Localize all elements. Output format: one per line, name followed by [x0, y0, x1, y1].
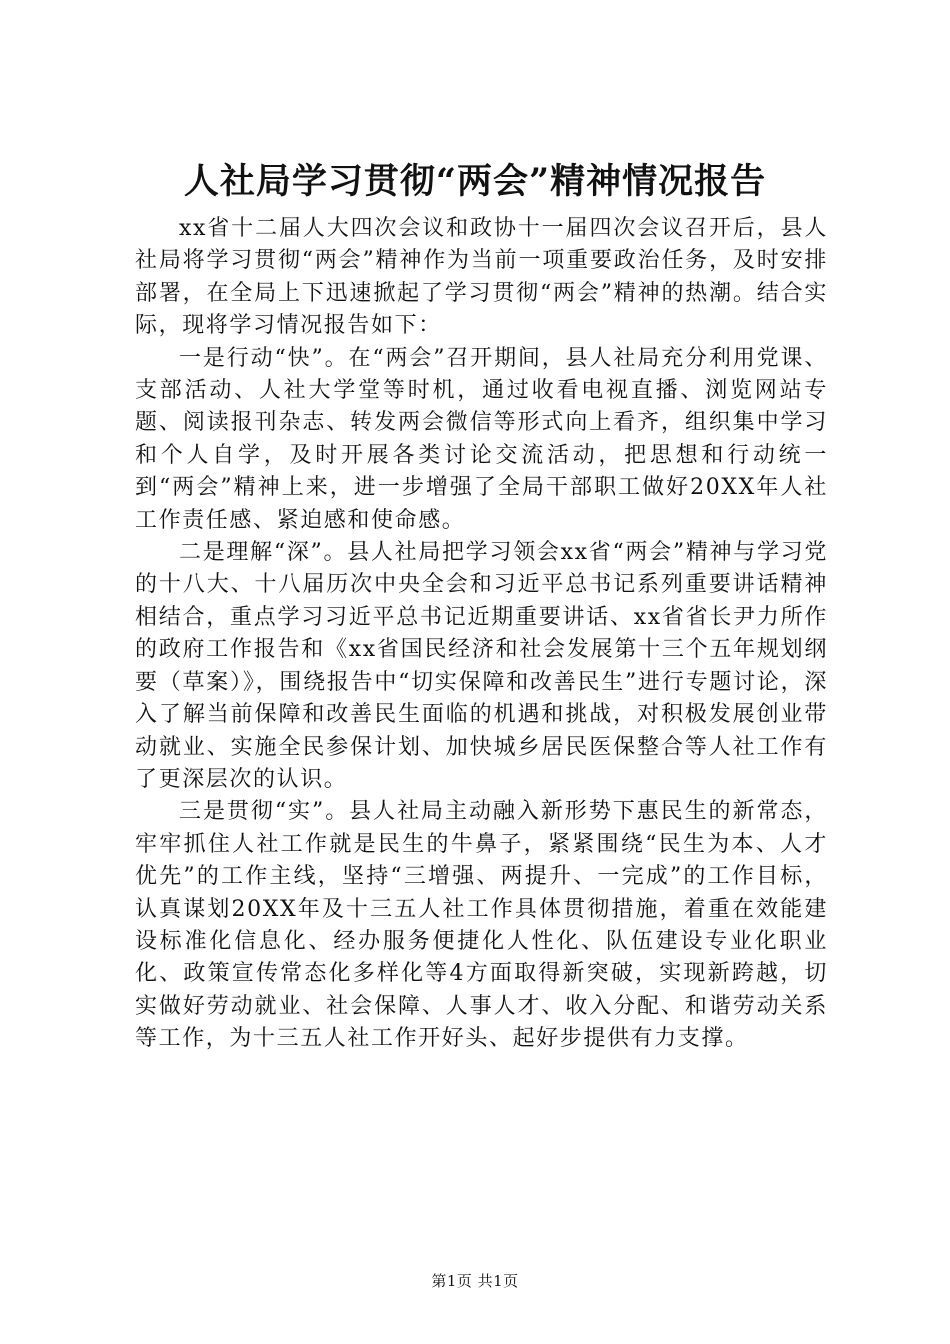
paragraph-point-one: 一是行动“快”。在“两会”召开期间，县人社局充分利用党课、支部活动、人社大学堂等时机，通过收看电视直播、浏览网站专题、阅读报刊杂志、转发两会微信等形式向上看齐，组织集中学习和个人自学，及时开展各类讨论交流活动，把思想和行动统一到“两会”精神上来，进一步增强了全局干部职工做好20XX年人社工作责任感、紧迫感和使命感。 [135, 345, 828, 533]
page-number-footer: 第1页 共1页 [431, 1272, 519, 1290]
paragraph-point-two: 二是理解“深”。县人社局把学习领会xx省“两会”精神与学习党的十八大、十八届历次中央全会和习近平总书记系列重要讲话精神相结合，重点学习习近平总书记近期重要讲话、xx省省长尹力所作的政府工作报告和《xx省国民经济和社会发展第十三个五年规划纲要（草案）》，围绕报告中“切实保障和改善民生”进行专题讨论，深入了解当前保障和改善民生面临的机遇和挑战，对积极发展创业带动就业、实施全民参保计划、加快城乡居民医保整合等人社工作有了更深层次的认识。 [135, 540, 828, 792]
paragraph-point-three: 三是贯彻“实”。县人社局主动融入新形势下惠民生的新常态，牢牢抓住人社工作就是民生的牛鼻子，紧紧围绕“民生为本、人才优先”的工作主线，坚持“三增强、两提升、一完成”的工作目标，认真谋划20XX年及十三五人社工作具体贯彻措施，着重在效能建设标准化信息化、经办服务便捷化人性化、队伍建设专业化职业化、政策宣传常态化多样化等4方面取得新突破，实现新跨越，切实做好劳动就业、社会保障、人事人才、收入分配、和谐劳动关系等工作，为十三五人社工作开好头、起好步提供有力支撑。 [135, 799, 828, 1052]
document-title: 人社局学习贯彻“两会”精神情况报告 [183, 161, 767, 202]
document-body [135, 213, 828, 1056]
paragraph-intro: xx省十二届人大四次会议和政协十一届四次会议召开后，县人社局将学习贯彻“两会”精神作为当前一项重要政治任务，及时安排部署，在全局上下迅速掀起了学习贯彻“两会”精神的热潮。结合实际，现将学习情况报告如下： [135, 216, 828, 339]
